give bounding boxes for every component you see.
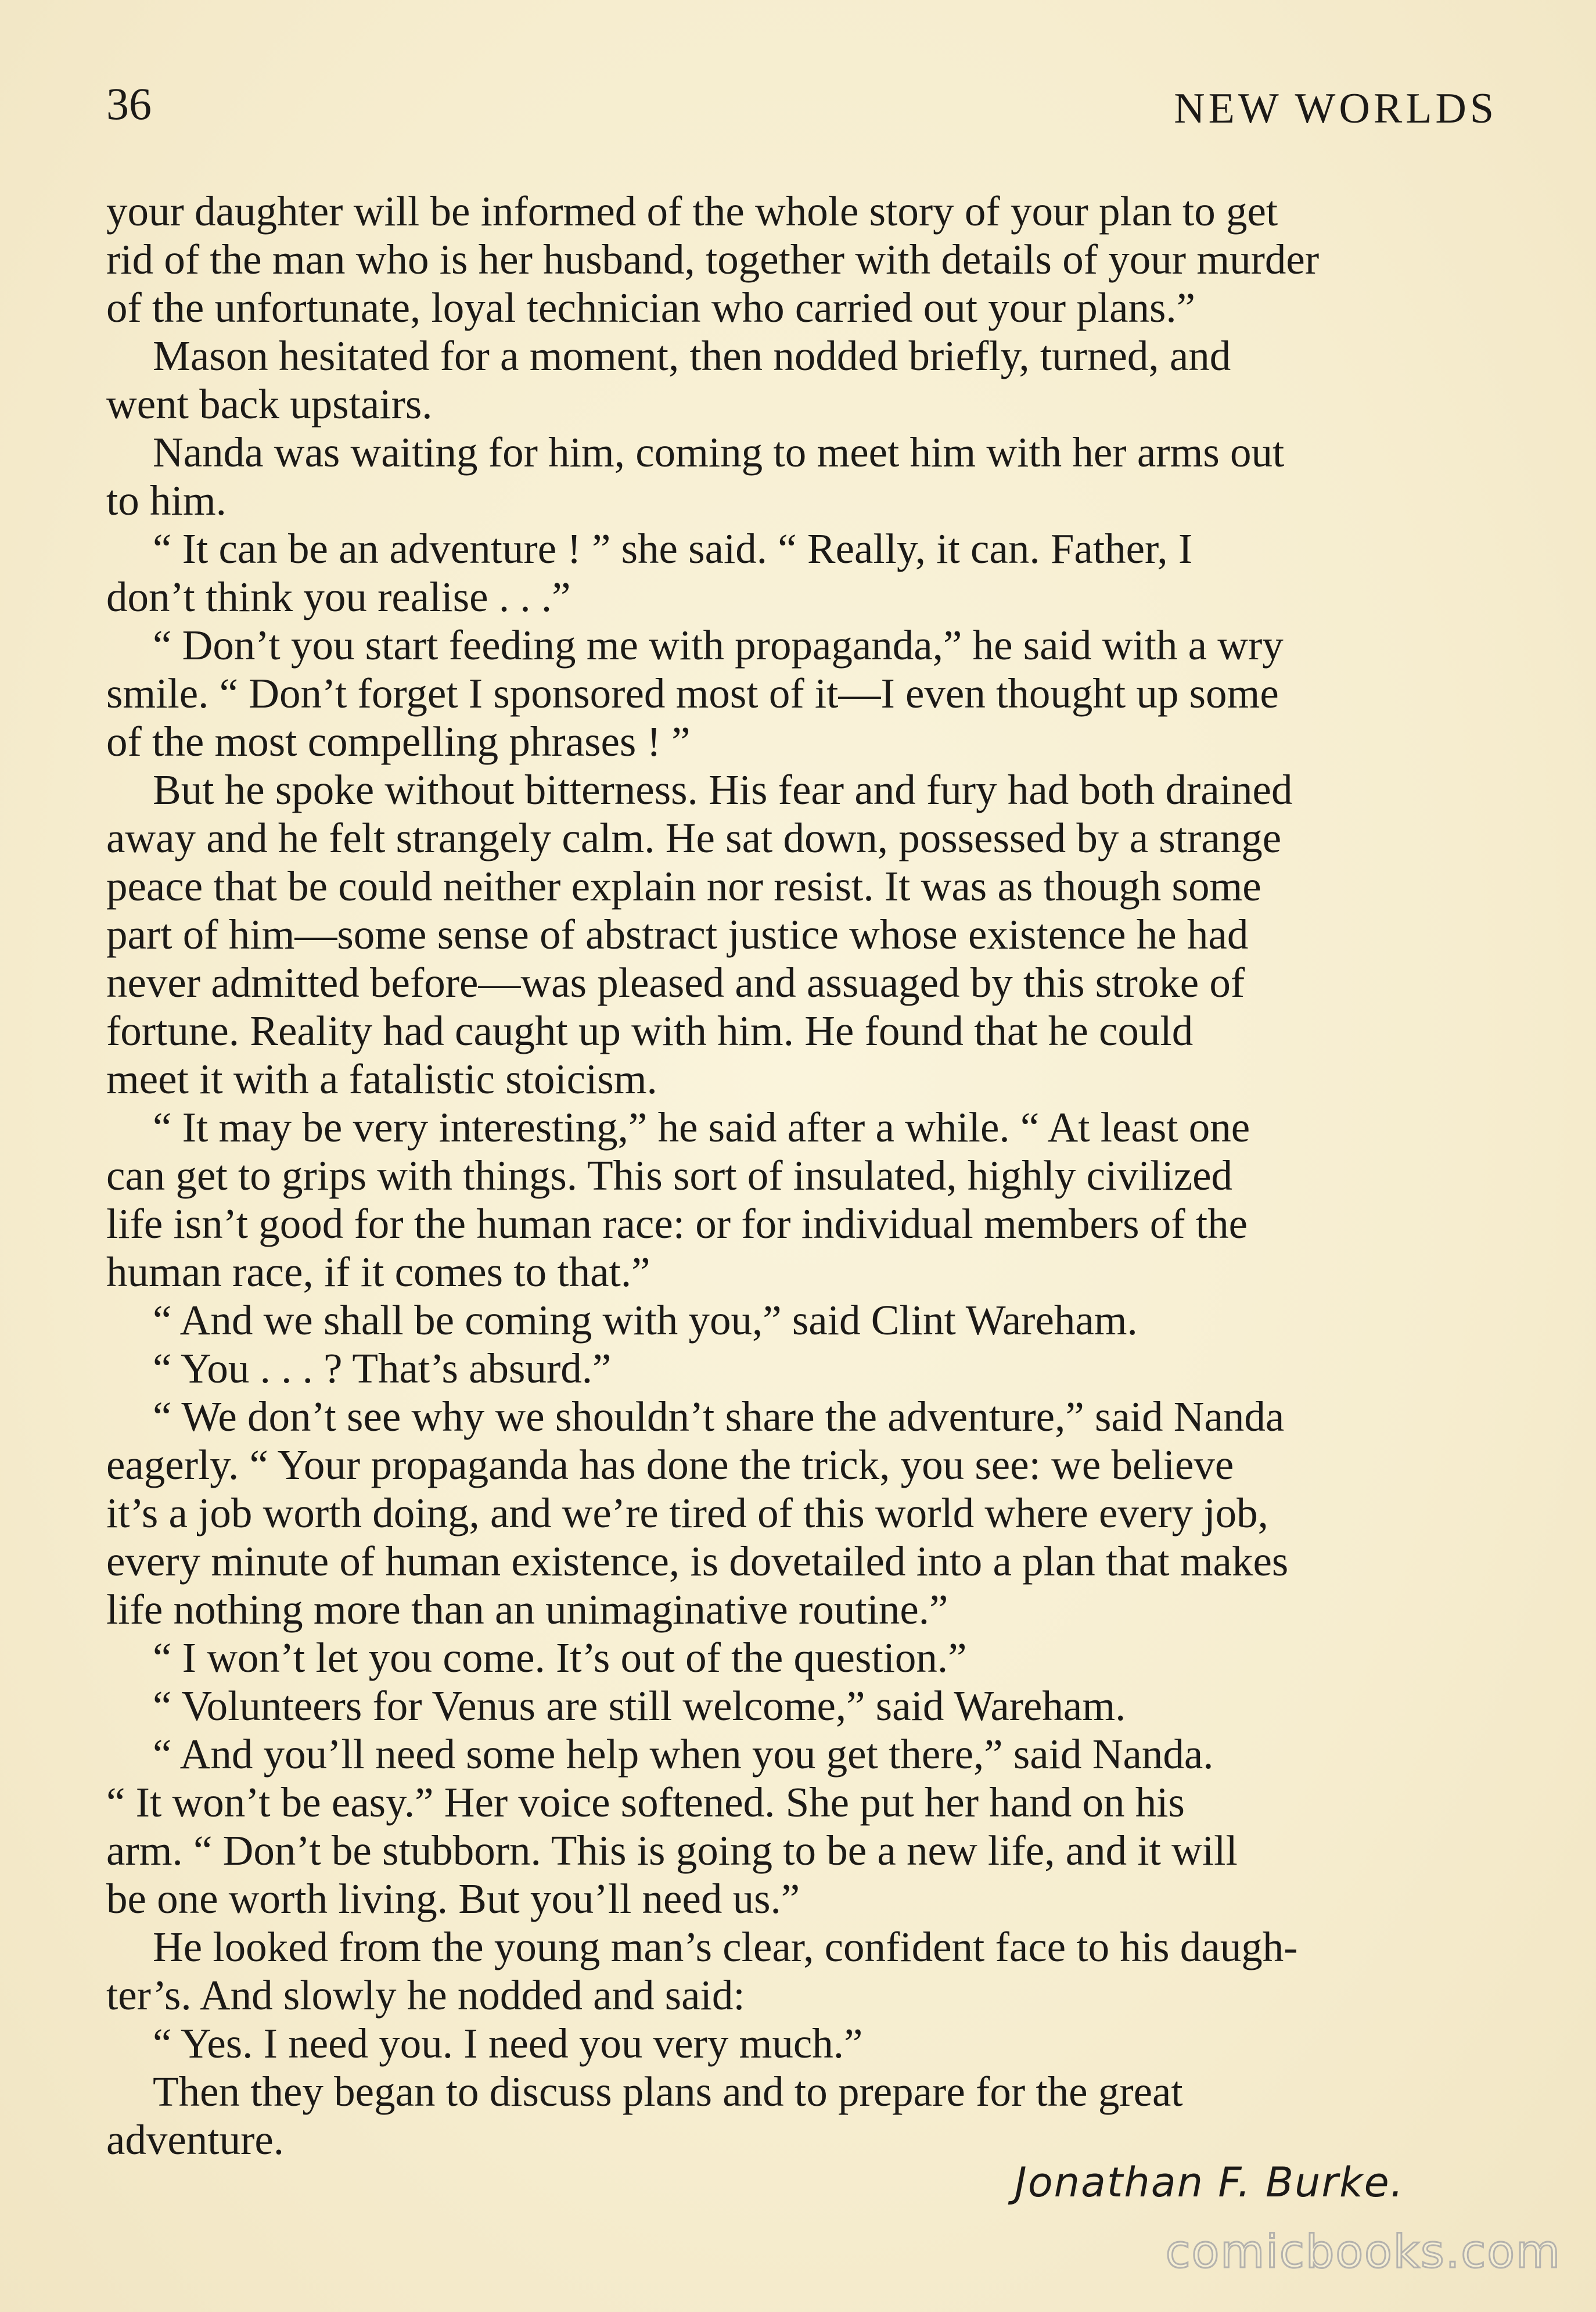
paragraph: Mason hesitated for a moment, then nodded briefly, turned, and went back upstairs. [106, 332, 1231, 428]
paragraph: “ It can be an adventure ! ” she said. “ Really, it can. Father, I don’t think you realise . . .” [106, 525, 1193, 620]
paragraph: your daughter will be informed of the whole story of your plan to get rid of the man who is her husband, together with details of your murder of the unfortunate, loyal technician who carried out your plans.” [106, 188, 1320, 331]
paragraph: Nanda was waiting for him, coming to meet him with her arms out to him. [106, 429, 1285, 524]
paragraph: “ I won’t let you come. It’s out of the question.” [153, 1634, 967, 1681]
paragraph: “ Don’t you start feeding me with propaganda,” he said with a wry smile. “ Don’t forget I sponsored most of it—I even thought up some of the most compelling phrases ! ” [106, 622, 1284, 765]
paragraph: “ You . . . ? That’s absurd.” [153, 1345, 612, 1392]
paragraph: “ And you’ll need some help when you get there,” said Nanda. “ It won’t be easy.” Her voice softened. She put her hand on his arm. “ Don’t be stubborn. This is going to be a new life, and it will be one worth living. But you’ll need us.” [106, 1731, 1238, 1922]
story-body [106, 187, 1497, 2164]
paragraph: “ Yes. I need you. I need you very much.” [153, 2020, 863, 2067]
paragraph: He looked from the young man’s clear, confident face to his daugh- ter’s. And slowly he nodded and said: [106, 1923, 1298, 2019]
paragraph: “ It may be very interesting,” he said after a while. “ At least one can get to grips with things. This sort of insulated, highly civilized life isn’t good for the human race: or for individual members of the human race, if it comes to that.” [106, 1104, 1250, 1295]
author-signature: Jonathan F. Burke. [1015, 2159, 1404, 2206]
paragraph: “ We don’t see why we shouldn’t share the adventure,” said Nanda eagerly. “ Your propaganda has done the trick, you see: we believe it’s a job worth doing, and we’re tired of this world where every job, every minute of human existence, is dovetailed into a plan that makes life nothing more than an unimaginative routine.” [106, 1393, 1289, 1633]
running-head: NEW WORLDS [1174, 85, 1497, 132]
watermark: comicbooks.com [1165, 2226, 1561, 2278]
paragraph: But he spoke without bitterness. His fear and fury had both drained away and he felt strangely calm. He sat down, possessed by a strange peace that be could neither explain nor resist. It was as though some part of him—some sense of abstract justice whose existence he had never admitted before—was pleased and assuaged by this stroke of fortune. Reality had caught up with him. He found that he could meet it with a fatalistic stoicism. [106, 766, 1293, 1103]
page-number: 36 [106, 78, 152, 129]
paragraph: Then they began to discuss plans and to prepare for the great adventure. [106, 2068, 1183, 2163]
paragraph: “ Volunteers for Venus are still welcome,” said Wareham. [153, 1682, 1126, 1729]
paragraph: “ And we shall be coming with you,” said Clint Wareham. [153, 1297, 1138, 1344]
